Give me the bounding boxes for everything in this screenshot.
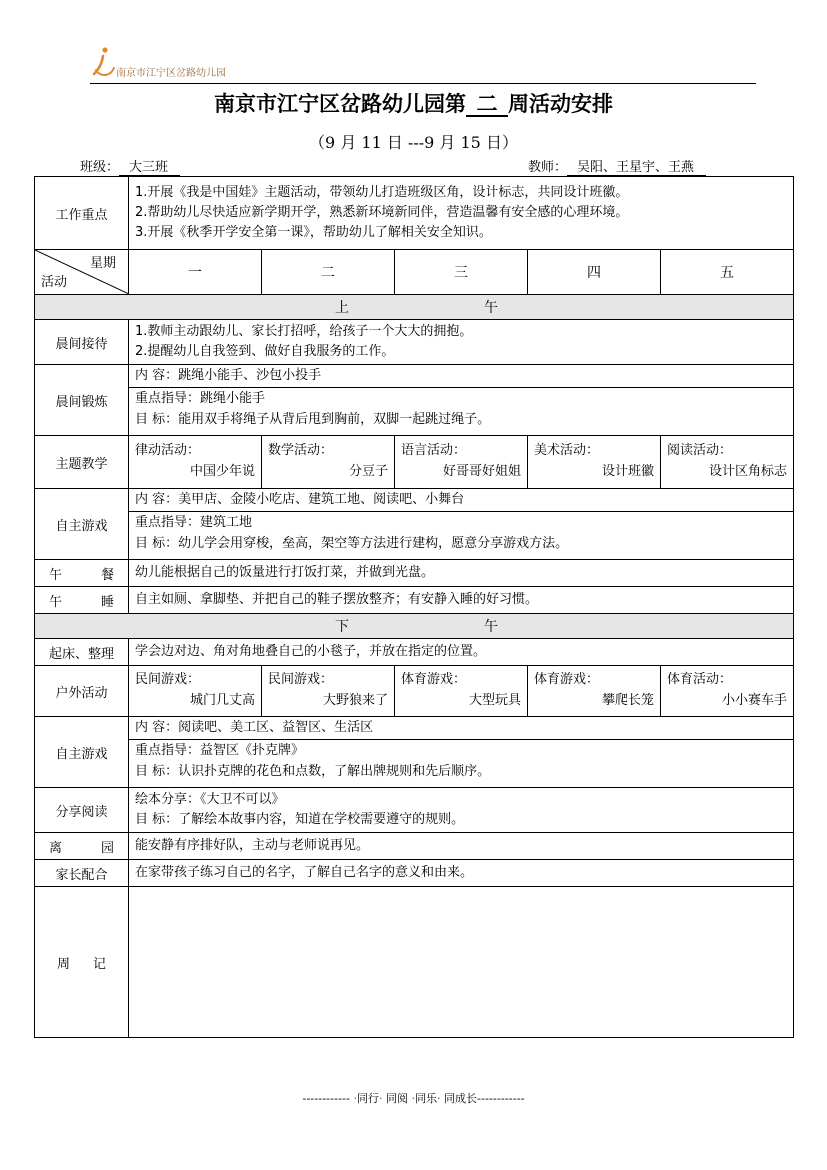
school-name-logo-text: 南京市江宁区岔路幼儿园 [116,68,226,79]
parents-content: 在家带孩子练习自己的名字，了解自己名字的意义和由来。 [129,860,794,887]
theme-cell-head: 语言活动： [401,443,467,458]
row-label-free-play-pm: 自主游戏 [35,717,129,788]
work-focus-content [129,177,794,250]
row-label-parents: 家长配合 [35,860,129,887]
morning-greeting-content [129,320,794,365]
footer-word: 同乐 [415,1092,437,1105]
page-header [90,44,756,84]
theme-cell-thu [528,436,661,489]
free-play-content-line: 内 容：美甲店、金陵小吃店、建筑工地、阅读吧、小舞台 [135,492,465,507]
footer-sep: · [437,1092,441,1105]
reading-content [129,788,794,833]
free-play-am-content [129,489,794,560]
theme-cell-mon [129,436,262,489]
teacher-value: 吴阳、王星宇、王燕 [567,160,706,176]
outdoor-cell-tue [262,666,395,717]
label-char: 记 [92,956,106,972]
free-play-content-line: 内 容：阅读吧、美工区、益智区、生活区 [135,720,374,735]
row-label-morning-exercise: 晨间锻炼 [35,365,129,436]
free-play-pm-content [129,717,794,788]
label-char: 周 [57,956,71,972]
work-focus-line: 1.开展《我是中国娃》主题活动，带领幼儿打造班级区角，设计标志，共同设计班徽。 [135,185,629,200]
date-range: （9 月 11 日 ---9 月 15 日） [309,133,518,152]
page-footer [0,1090,827,1106]
title-suffix: 周活动安排 [508,91,613,116]
outdoor-cell-value: 大野狼来了 [322,693,388,708]
row-label-lunch [35,560,129,587]
row-lunch [35,560,794,587]
section-char: 午 [484,300,498,316]
outdoor-cell-head: 体育游戏： [534,672,600,687]
label-char: 园 [100,840,114,856]
greeting-line: 1.教师主动跟幼儿、家长打招呼，给孩子一个大大的拥抱。 [135,324,473,339]
weekly-notes-content [129,887,794,1038]
theme-cell-head: 阅读活动： [667,443,733,458]
row-label-reading: 分享阅读 [35,788,129,833]
theme-cell-value: 设计区角标志 [708,464,787,479]
row-label-work-focus: 工作重点 [35,177,129,250]
corner-activity-label: 活动 [41,275,68,290]
work-focus-line: 2.帮助幼儿尽快适应新学期开学，熟悉新环境新同伴，营造温馨有安全感的心理环境。 [135,205,629,220]
row-day-header [35,250,794,295]
outdoor-cell-head: 体育活动： [667,672,733,687]
weekly-schedule-table [34,176,794,1038]
row-wakeup [35,639,794,666]
outdoor-cell-head: 民间游戏： [135,672,201,687]
theme-cell-tue [262,436,395,489]
row-morning-exercise [35,365,794,436]
day-header-tue: 二 [262,250,395,295]
label-char: 午 [49,567,63,583]
footer-dashes: ------------ [477,1092,525,1105]
row-label-morning-greeting: 晨间接待 [35,320,129,365]
label-char: 餐 [100,567,114,583]
theme-cell-value: 好哥哥好姐姐 [442,464,521,479]
row-theme-teaching [35,436,794,489]
free-play-goal-line: 目 标：认识扑克牌的花色和点数，了解出牌规则和先后顺序。 [135,764,491,779]
row-leaving [35,833,794,860]
row-label-weekly-notes [35,887,129,1038]
corner-diagonal-cell [35,250,129,295]
free-play-guidance-line: 重点指导：建筑工地 [129,511,793,534]
theme-cell-wed [395,436,528,489]
teacher-info [528,156,706,176]
class-info [80,156,180,176]
row-label-leaving [35,833,129,860]
theme-cell-head: 律动活动： [135,443,201,458]
row-weekly-notes [35,887,794,1038]
row-label-theme-teaching: 主题教学 [35,436,129,489]
row-label-free-play-am: 自主游戏 [35,489,129,560]
footer-dashes: ------------ [302,1092,350,1105]
nap-content: 自主如厕、拿脚垫、并把自己的鞋子摆放整齐；有安静入睡的好习惯。 [129,587,794,614]
greeting-line: 2.提醒幼儿自我签到、做好自我服务的工作。 [135,344,395,359]
row-free-play-am [35,489,794,560]
outdoor-cell-value: 大型玩具 [468,693,521,708]
reading-line: 绘本分享：《大卫不可以》 [135,792,285,807]
theme-cell-value: 分豆子 [348,464,388,479]
theme-cell-fri [661,436,794,489]
school-logo-icon [90,44,116,78]
label-char: 离 [49,840,63,856]
label-char: 午 [49,594,63,610]
work-focus-line: 3.开展《秋季开学安全第一课》，帮助幼儿了解相关安全知识。 [135,225,492,240]
theme-cell-value: 设计班徽 [601,464,654,479]
footer-sep: · [353,1092,357,1105]
outdoor-cell-wed [395,666,528,717]
label-char: 睡 [100,594,114,610]
section-char: 午 [484,619,498,635]
header-rule [90,83,756,84]
section-char: 下 [335,619,349,635]
theme-cell-head: 美术活动： [534,443,600,458]
corner-weekday-label: 星期 [89,256,116,271]
footer-sep: · [379,1092,383,1105]
footer-word: 同行 [357,1092,379,1105]
outdoor-cell-fri [661,666,794,717]
row-morning-section [35,295,794,320]
outdoor-cell-value: 城门几丈高 [189,693,255,708]
theme-cell-head: 数学活动： [268,443,334,458]
class-value: 大三班 [119,160,180,176]
day-header-wed: 三 [395,250,528,295]
day-header-thu: 四 [528,250,661,295]
lunch-content: 幼儿能根据自己的饭量进行打饭打菜，并做到光盘。 [129,560,794,587]
row-nap [35,587,794,614]
section-char: 上 [335,300,349,316]
wakeup-content: 学会边对边、角对角地叠自己的小毯子，并放在指定的位置。 [129,639,794,666]
morning-section-header [35,295,794,320]
title-prefix: 南京市江宁区岔路幼儿园第 [214,91,466,116]
exercise-guidance-line: 重点指导：跳绳小能手 [129,387,793,410]
afternoon-section-header [35,614,794,639]
teacher-label: 教师： [528,160,568,175]
footer-sep: · [411,1092,415,1105]
row-work-focus [35,177,794,250]
row-reading [35,788,794,833]
day-header-mon: 一 [129,250,262,295]
outdoor-cell-head: 民间游戏： [268,672,334,687]
free-play-guidance-line: 重点指导：益智区《扑克牌》 [129,739,793,762]
row-morning-greeting [35,320,794,365]
row-label-outdoor: 户外活动 [35,666,129,717]
exercise-goal-line: 目 标：能用双手将绳子从背后甩到胸前，双脚一起跳过绳子。 [135,412,491,427]
theme-cell-value: 中国少年说 [189,464,255,479]
row-parents [35,860,794,887]
outdoor-cell-mon [129,666,262,717]
row-free-play-pm [35,717,794,788]
morning-exercise-content [129,365,794,436]
exercise-content-line: 内 容：跳绳小能手、沙包小投手 [135,368,322,383]
outdoor-cell-value: 攀爬长笼 [601,693,654,708]
row-afternoon-section [35,614,794,639]
reading-line: 目 标：了解绘本故事内容，知道在学校需要遵守的规则。 [135,812,465,827]
week-number: 二 [466,93,508,117]
day-header-fri: 五 [661,250,794,295]
free-play-goal-line: 目 标：幼儿学会用穿梭，垒高，架空等方法进行建构，愿意分享游戏方法。 [135,536,569,551]
row-label-wakeup: 起床、整理 [35,639,129,666]
row-outdoor [35,666,794,717]
page-title [0,88,827,118]
class-label: 班级： [80,160,120,175]
footer-word: 同阅 [386,1092,408,1105]
footer-word: 同成长 [444,1092,477,1105]
row-label-nap [35,587,129,614]
outdoor-cell-thu [528,666,661,717]
leaving-content: 能安静有序排好队，主动与老师说再见。 [129,833,794,860]
outdoor-cell-head: 体育游戏： [401,672,467,687]
outdoor-cell-value: 小小赛车手 [721,693,787,708]
